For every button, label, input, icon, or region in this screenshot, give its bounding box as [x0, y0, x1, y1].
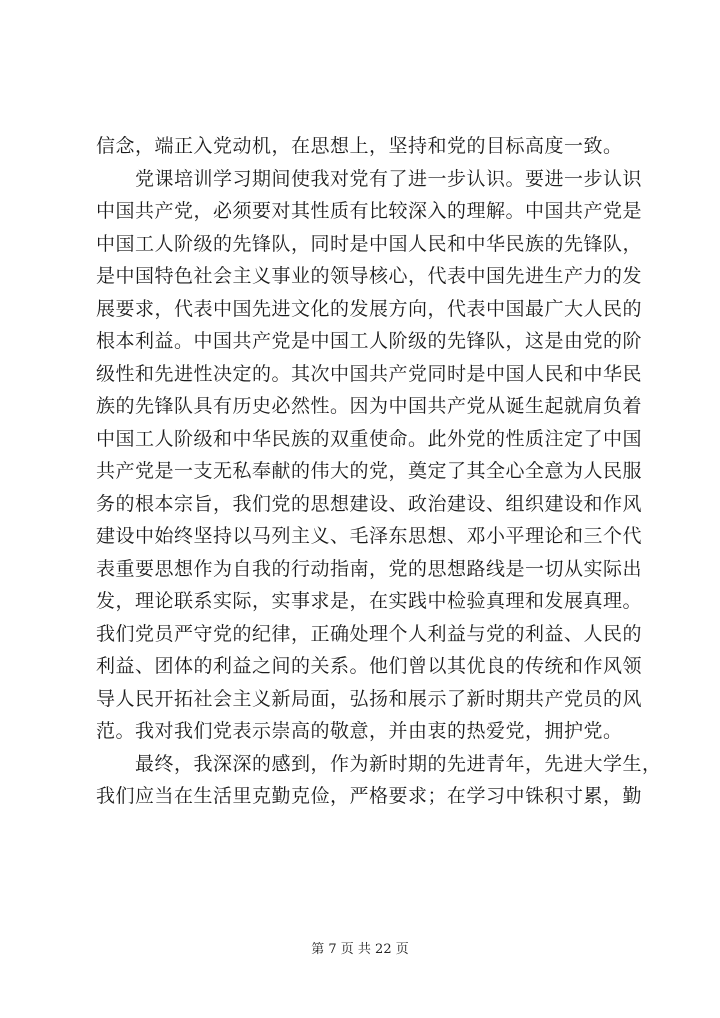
text-line: 信念，端正入党动机，在思想上，坚持和党的目标高度一致。	[96, 135, 623, 157]
text-line: 范。我对我们党表示崇高的敬意，并由衷的热爱党，拥护党。	[96, 720, 623, 742]
text-line: 中国工人阶级的先锋队，同时是中国人民和中华民族的先锋队，	[96, 232, 643, 255]
text-line: 展要求，代表中国先进文化的发展方向，代表中国最广大人民的	[96, 297, 643, 320]
text-line: 党课培训学习期间使我对党有了进一步认识。要进一步认识	[135, 167, 643, 190]
text-line: 表重要思想作为自我的行动指南，党的思想路线是一切从实际出	[96, 557, 643, 580]
text-line: 务的根本宗旨，我们党的思想建设、政治建设、组织建设和作风	[96, 492, 643, 515]
text-line: 是中国特色社会主义事业的领导核心，代表中国先进生产力的发	[96, 265, 643, 287]
text-line: 中国工人阶级和中华民族的双重使命。此外党的性质注定了中国	[96, 427, 643, 450]
text-line: 建设中始终坚持以马列主义、毛泽东思想、邓小平理论和三个代	[96, 525, 643, 547]
page-number-footer: 第 7 页 共 22 页	[311, 942, 409, 957]
text-line: 根本利益。中国共产党是中国工人阶级的先锋队，这是由党的阶	[96, 330, 643, 352]
text-line: 我们应当在生活里克勤克俭，严格要求；在学习中铢积寸累，勤	[96, 785, 643, 807]
text-line: 发，理论联系实际，实事求是，在实践中检验真理和发展真理。	[96, 590, 643, 612]
text-line: 导人民开拓社会主义新局面，弘扬和展示了新时期共产党员的风	[96, 687, 643, 710]
document-body	[96, 130, 662, 813]
text-line: 中国共产党，必须要对其性质有比较深入的理解。中国共产党是	[96, 200, 643, 222]
text-line: 我们党员严守党的纪律，正确处理个人利益与党的利益、人民的	[96, 622, 643, 645]
text-line: 级性和先进性决定的。其次中国共产党同时是中国人民和中华民	[96, 362, 643, 385]
text-line: 族的先锋队具有历史必然性。因为中国共产党从诞生起就肩负着	[96, 395, 643, 417]
text-line: 共产党是一支无私奉献的伟大的党，奠定了其全心全意为人民服	[96, 460, 643, 482]
text-line: 利益、团体的利益之间的关系。他们曾以其优良的传统和作风领	[96, 655, 643, 677]
text-line: 最终，我深深的感到，作为新时期的先进青年，先进大学生，	[135, 752, 662, 775]
